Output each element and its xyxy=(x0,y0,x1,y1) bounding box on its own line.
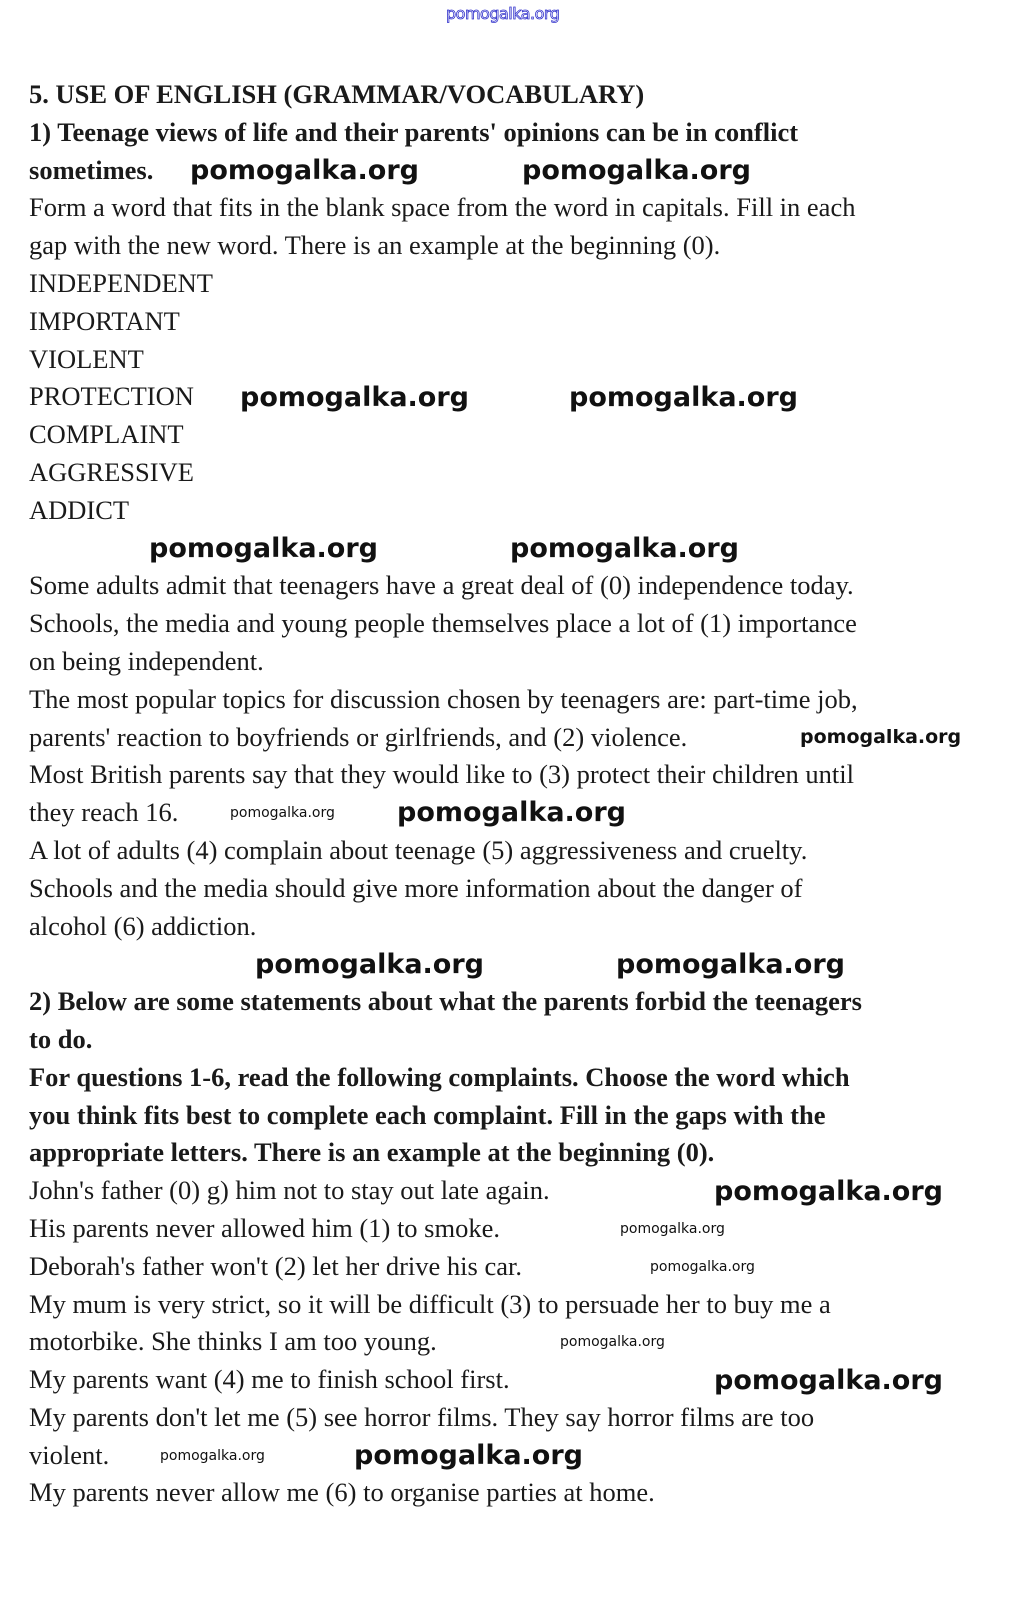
part2-heading: 2) Below are some statements about what the parents forbid the teenagers xyxy=(29,986,862,1017)
site-logo-watermark: pomogalka.org xyxy=(446,4,560,23)
part2-heading: to do. xyxy=(29,1023,93,1054)
part1-text-line: Some adults admit that teenagers have a great deal of (0) independence today. xyxy=(29,570,854,601)
watermark: pomogalka.org xyxy=(240,382,469,413)
part1-heading: 1) Teenage views of life and their parents' opinions can be in conflict xyxy=(29,116,799,147)
part1-text-line: they reach 16. xyxy=(29,797,179,828)
watermark: pomogalka.org xyxy=(560,1334,665,1350)
watermark: pomogalka.org xyxy=(354,1440,583,1471)
watermark: pomogalka.org xyxy=(230,805,335,821)
word-list-item: AGGRESSIVE xyxy=(29,456,194,487)
word-list-item: IMPORTANT xyxy=(29,305,180,336)
part2-instruction: appropriate letters. There is an example at the beginning (0). xyxy=(29,1137,715,1168)
part2-instruction: you think fits best to complete each complaint. Fill in the gaps with the xyxy=(29,1099,826,1130)
watermark: pomogalka.org xyxy=(397,797,626,828)
watermark: pomogalka.org xyxy=(616,949,845,980)
part1-text-line: A lot of adults (4) complain about teenage (5) aggressiveness and cruelty. xyxy=(29,834,808,865)
watermark: pomogalka.org xyxy=(714,1176,943,1207)
part2-text-line: My parents don't let me (5) see horror films. They say horror films are too xyxy=(29,1401,815,1432)
part2-text-line: violent. xyxy=(29,1439,110,1470)
part1-heading: sometimes. xyxy=(29,154,154,185)
part1-instruction: Form a word that fits in the blank space from the word in capitals. Fill in each xyxy=(29,192,856,223)
watermark: pomogalka.org xyxy=(714,1365,943,1396)
word-list-item: INDEPENDENT xyxy=(29,267,213,298)
part2-text-line: My parents never allow me (6) to organise parties at home. xyxy=(29,1477,655,1508)
part1-text-line: Most British parents say that they would like to (3) protect their children until xyxy=(29,759,855,790)
part1-instruction: gap with the new word. There is an example at the beginning (0). xyxy=(29,230,721,261)
word-list-item: COMPLAINT xyxy=(29,419,184,450)
section-title: 5. USE OF ENGLISH (GRAMMAR/VOCABULARY) xyxy=(29,79,645,109)
watermark: pomogalka.org xyxy=(190,155,419,186)
part1-text-line: Schools and the media should give more information about the danger of xyxy=(29,872,803,903)
part1-text-line: parents' reaction to boyfriends or girlfriends, and (2) violence. xyxy=(29,721,688,752)
part2-text-line: My parents want (4) me to finish school first. xyxy=(29,1364,510,1395)
part1-text-line: alcohol (6) addiction. xyxy=(29,910,257,941)
watermark: pomogalka.org xyxy=(149,533,378,564)
watermark: pomogalka.org xyxy=(620,1221,725,1237)
watermark: pomogalka.org xyxy=(255,949,484,980)
document-page xyxy=(29,76,1007,1512)
part1-text-line: on being independent. xyxy=(29,645,264,676)
part1-text-line: The most popular topics for discussion chosen by teenagers are: part-time job, xyxy=(29,683,858,714)
part2-text-line: John's father (0) g) him not to stay out late again. xyxy=(29,1175,550,1206)
word-list-item: VIOLENT xyxy=(29,343,144,374)
part2-text-line: My mum is very strict, so it will be difficult (3) to persuade her to buy me a xyxy=(29,1288,831,1319)
watermark: pomogalka.org xyxy=(160,1448,265,1464)
part2-text-line: motorbike. She thinks I am too young. xyxy=(29,1326,437,1357)
watermark: pomogalka.org xyxy=(800,726,962,748)
part2-text-line: His parents never allowed him (1) to smoke. xyxy=(29,1212,500,1243)
watermark: pomogalka.org xyxy=(650,1259,755,1275)
word-list-item: PROTECTION xyxy=(29,381,194,412)
spacer xyxy=(29,945,1007,983)
word-list-item: ADDICT xyxy=(29,494,130,525)
watermark: pomogalka.org xyxy=(510,533,739,564)
part2-text-line: Deborah's father won't (2) let her drive his car. xyxy=(29,1250,522,1281)
watermark: pomogalka.org xyxy=(569,382,798,413)
part1-text-line: Schools, the media and young people themselves place a lot of (1) importance xyxy=(29,608,857,639)
part2-instruction: For questions 1-6, read the following complaints. Choose the word which xyxy=(29,1061,850,1092)
watermark: pomogalka.org xyxy=(522,155,751,186)
